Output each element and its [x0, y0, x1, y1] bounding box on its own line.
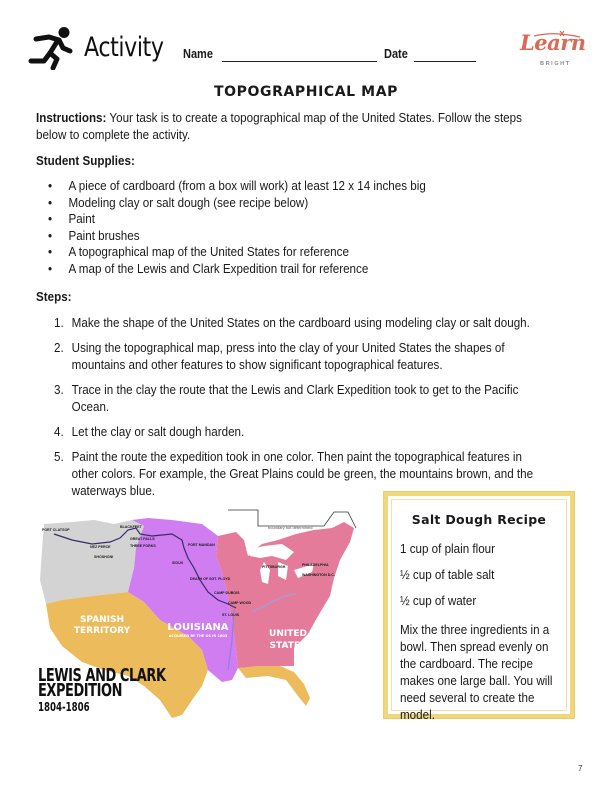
page-number: 7 — [578, 764, 583, 773]
svg-text:SHOSHONI: SHOSHONI — [94, 555, 114, 559]
spanish-florida-region — [238, 666, 310, 706]
learn-bright-logo: Learn — [520, 30, 586, 55]
list-item: • A map of the Lewis and Clark Expedition trail for reference — [48, 261, 369, 276]
recipe-ingredient: ½ cup of table salt — [400, 568, 495, 582]
recipe-method: Mix the three ingredients in a bowl. Then spread evenly on the cardboard. The recipe makes one large ball. You will need several to create the model. — [400, 623, 553, 722]
svg-text:UNITED: UNITED — [269, 629, 307, 639]
svg-text:SIOUX: SIOUX — [172, 561, 184, 565]
name-label: Name — [183, 47, 213, 61]
list-item: • Paint brushes — [48, 228, 140, 243]
svg-text:THREE FORKS: THREE FORKS — [130, 544, 156, 548]
recipe-ingredient: 1 cup of plain flour — [400, 542, 496, 556]
svg-text:TERRITORY: TERRITORY — [73, 626, 131, 636]
svg-text:NEZ PERCE: NEZ PERCE — [90, 545, 111, 549]
map-years: 1804-1806 — [38, 700, 90, 714]
svg-text:LOUISIANA: LOUISIANA — [167, 622, 229, 633]
date-label: Date — [384, 47, 408, 61]
recipe-ingredient: ½ cup of water — [400, 594, 477, 608]
boundary-note: boundary not determined — [268, 525, 313, 530]
steps-list — [54, 315, 538, 508]
recipe-box — [384, 492, 574, 722]
svg-text:BLACKFEET: BLACKFEET — [120, 525, 142, 529]
logo-subtext: BRIGHT — [540, 61, 571, 67]
svg-text:SPANISH: SPANISH — [79, 615, 125, 625]
name-field[interactable] — [222, 61, 377, 62]
svg-text:WASHINGTON D.C.: WASHINGTON D.C. — [302, 573, 335, 577]
list-item: • A topographical map of the United States for reference — [48, 245, 349, 260]
list-item: • Modeling clay or salt dough (see recipe below) — [48, 195, 309, 210]
svg-text:ACQUIRED BY THE US IN 1803: ACQUIRED BY THE US IN 1803 — [168, 634, 228, 638]
step-item: 3. Trace in the clay the route that the Lewis and Clark Expedition took to get to the Pacific Ocean. — [54, 383, 519, 414]
list-item: • A piece of cardboard (from a box will work) at least 12 x 14 inches big — [48, 179, 426, 193]
list-item: • Paint — [48, 212, 95, 227]
step-item: 5. Paint the route the expedition took in one color. Then paint the topographical features in other colors. For example, the Great Plains could be green, the mountains brown, and the waterways blue. — [54, 450, 534, 498]
supplies-heading: Student Supplies: — [36, 154, 135, 168]
running-person-icon — [27, 26, 77, 70]
svg-text:STATES: STATES — [269, 641, 307, 651]
step-item: 2. Using the topographical map, press into the clay of your United States the shapes of mountains and other features to show significant topographical features. — [54, 341, 505, 372]
svg-text:ST. LOUIS: ST. LOUIS — [222, 613, 240, 617]
svg-text:GREAT FALLS: GREAT FALLS — [130, 537, 155, 541]
svg-text:CAMP DUBOIS: CAMP DUBOIS — [214, 591, 240, 595]
svg-text:CAMP WOOD: CAMP WOOD — [228, 601, 252, 605]
svg-text:PHILADELPHIA: PHILADELPHIA — [302, 563, 329, 567]
svg-text:DEATH OF SGT. FLOYD: DEATH OF SGT. FLOYD — [190, 577, 231, 581]
svg-text:FORT MANDAN: FORT MANDAN — [188, 543, 215, 547]
steps-heading: Steps: — [36, 290, 72, 304]
svg-text:PITTSBURGH: PITTSBURGH — [262, 565, 286, 569]
recipe-title: Salt Dough Recipe — [411, 512, 547, 527]
step-item: 1. Make the shape of the United States on the cardboard using modeling clay or salt dough. — [54, 316, 530, 330]
page-title: TOPOGRAPHICAL MAP — [213, 84, 399, 100]
instructions-label: Instructions: — [36, 111, 107, 125]
map-title-line2: EXPEDITION — [38, 680, 122, 701]
section-label: Activity — [84, 32, 164, 63]
instructions — [36, 110, 538, 144]
svg-text:FORT CLATSOP: FORT CLATSOP — [42, 528, 70, 532]
map-caption — [38, 665, 215, 714]
step-item: 4. Let the clay or salt dough harden. — [54, 425, 245, 439]
instructions-text: Your task is to create a topographical map of the United States. Follow the steps below to complete the activity. — [36, 111, 522, 142]
supplies-list — [48, 178, 532, 278]
map-title-line1: LEWIS AND CLARK — [38, 665, 166, 686]
date-field[interactable] — [414, 61, 476, 62]
